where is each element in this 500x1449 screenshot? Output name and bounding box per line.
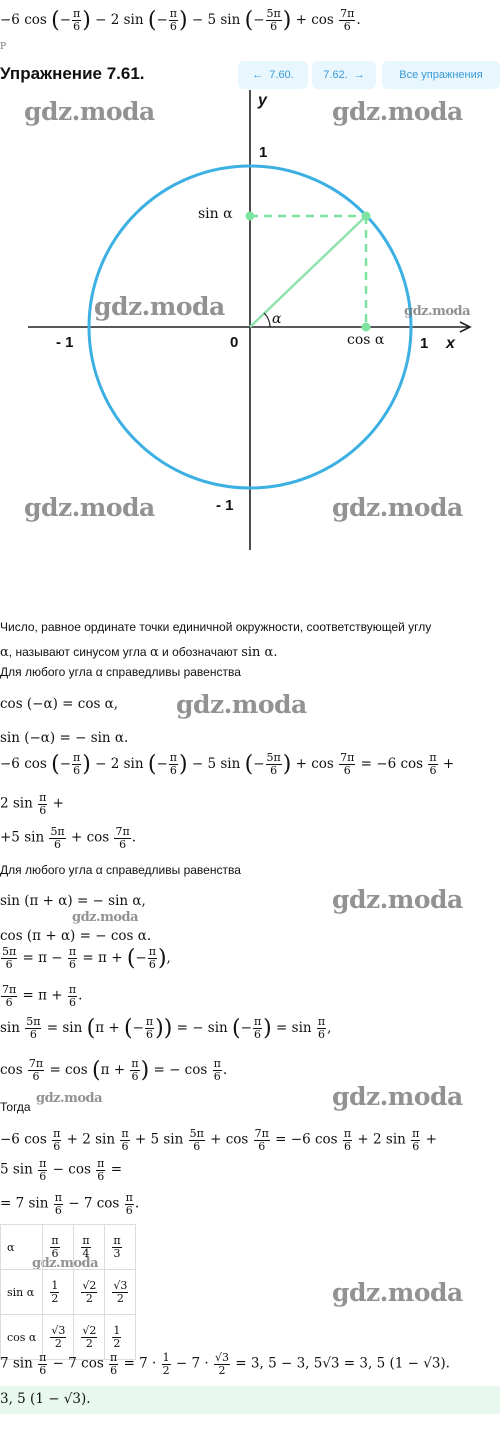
table-cell: $\frac{√3}{2}$ bbox=[43, 1315, 74, 1360]
tick-label-1-right: 1 bbox=[420, 335, 429, 352]
cos-point bbox=[362, 323, 371, 332]
unit-circle-figure bbox=[0, 90, 500, 560]
tick-label-minus-1-left: - 1 bbox=[56, 334, 74, 351]
tick-label-minus-1-bottom: - 1 bbox=[216, 497, 234, 514]
trig-values-table bbox=[0, 1224, 136, 1360]
angle-5pi6: $\frac{5\pi}{6}$ = π − $\frac{\pi}{6}$ = π + (− $\frac{\pi}{6}$ ), bbox=[2, 945, 171, 971]
step-2-line-2: 5 sin $\frac{\pi}{6}$ − cos $\frac{\pi}{6}$ = bbox=[0, 1157, 123, 1183]
table-cell: $\frac{\pi}{3}$ bbox=[105, 1225, 136, 1270]
watermark: gdz.moda bbox=[404, 304, 471, 319]
formula-cos-pi-plus: cos (π + α) = − cos α. bbox=[0, 928, 152, 944]
step-2-line-3: = 7 sin $\frac{\pi}{6}$ − 7 cos $\frac{\pi}{6}$ . bbox=[0, 1191, 140, 1217]
point-on-circle bbox=[362, 212, 371, 221]
watermark: gdz.moda bbox=[24, 493, 155, 522]
step-1-line-2: 2 sin $\frac{\pi}{6}$ + bbox=[0, 791, 64, 817]
watermark: gdz.moda bbox=[332, 493, 463, 522]
watermark: gdz.moda bbox=[32, 1256, 99, 1271]
watermark: gdz.moda bbox=[36, 1091, 103, 1106]
y-axis-label: y bbox=[258, 92, 267, 109]
cos-alpha-label: cos α bbox=[347, 332, 385, 348]
sin-point bbox=[246, 212, 255, 221]
tick-label-1-top: 1 bbox=[259, 144, 268, 161]
watermark: gdz.moda bbox=[332, 1278, 463, 1307]
prev-exercise-button[interactable]: ← 7.60. bbox=[238, 61, 308, 89]
answer-value: 3, 5 (1 − √3). bbox=[0, 1391, 91, 1407]
table-row bbox=[1, 1225, 136, 1270]
table-cell: $\frac{\pi}{4}$ bbox=[74, 1225, 105, 1270]
formula-sin-neg: sin (−α) = − sin α. bbox=[0, 730, 129, 746]
step-1-line-3: +5 sin $\frac{5\pi}{6}$ + cos $\frac{7\pi}{6}$ . bbox=[0, 825, 137, 851]
next-exercise-button[interactable]: 7.62. → bbox=[312, 61, 376, 89]
watermark: gdz.moda bbox=[176, 690, 307, 719]
all-exercises-button[interactable]: Все упражнения bbox=[382, 61, 500, 89]
rule-intro-2: Для любого угла α справедливы равенства bbox=[0, 863, 241, 877]
table-row bbox=[1, 1270, 136, 1315]
formula-cos-neg: cos (−α) = cos α, bbox=[0, 696, 119, 712]
table-cell: sin α bbox=[1, 1270, 43, 1315]
table-cell: $\frac{√2}{2}$ bbox=[74, 1270, 105, 1315]
table-cell: $\frac{√3}{2}$ bbox=[105, 1270, 136, 1315]
table-cell: $\frac{1}{2}$ bbox=[43, 1270, 74, 1315]
watermark: gdz.moda bbox=[94, 292, 225, 321]
origin-label: 0 bbox=[230, 334, 239, 351]
step-1-line-1: −6 cos (− $\frac{\pi}{6}$ ) − 2 sin (− $\frac{\pi}{6}$ ) − 5 sin (− $\frac{5\pi}{6}$ ) + cos $\frac{7\pi}{6}$ = −6 cos $\frac{\pi}{6}$ + bbox=[0, 751, 455, 777]
table-cell: $\frac{\pi}{6}$ bbox=[43, 1225, 74, 1270]
formula-sin-pi-plus: sin (π + α) = − sin α, bbox=[0, 893, 146, 909]
table-cell: $\frac{√2}{2}$ bbox=[74, 1315, 105, 1360]
sin-5pi6-eval: sin $\frac{5\pi}{6}$ = sin (π + (− $\frac{\pi}{6}$ )) = − sin (− $\frac{\pi}{6}$ ) = sin $\frac{\pi}{6}$ , bbox=[0, 1015, 332, 1041]
watermark: gdz.moda bbox=[332, 885, 463, 914]
arrow-left-icon: ← bbox=[252, 69, 264, 81]
watermark: gdz.moda bbox=[24, 97, 155, 126]
watermark: gdz.moda bbox=[72, 910, 139, 925]
final-computation: 7 sin $\frac{\pi}{6}$ − 7 cos $\frac{\pi}{6}$ = 7 · $\frac{1}{2}$ − 7 · $\frac{√3}{2}$ = 3, 5 − 3, 5√3 = 3, 5 (1 − √3). bbox=[0, 1351, 450, 1377]
togda-label: Тогда bbox=[0, 1100, 31, 1114]
watermark: gdz.moda bbox=[332, 97, 463, 126]
rule-intro-1: Для любого угла α справедливы равенства bbox=[0, 665, 241, 679]
table-cell: $\frac{1}{2}$ bbox=[105, 1315, 136, 1360]
definition-line-2: α, называют синусом угла α и обозначают sin α. bbox=[0, 645, 278, 660]
step-2-line-1: −6 cos $\frac{\pi}{6}$ + 2 sin $\frac{\pi}{6}$ + 5 sin $\frac{5\pi}{6}$ + cos $\frac{7\pi}{6}$ = −6 cos $\frac{\pi}{6}$ + 2 sin $\frac{\pi}{6}$ + bbox=[0, 1127, 437, 1153]
x-axis-label: x bbox=[446, 335, 455, 352]
sin-alpha-label: sin α bbox=[198, 206, 233, 222]
table-cell: α bbox=[1, 1225, 43, 1270]
arrow-right-icon: → bbox=[353, 69, 365, 81]
table-cell: cos α bbox=[1, 1315, 43, 1360]
angle-7pi6: $\frac{7\pi}{6}$ = π + $\frac{\pi}{6}$ . bbox=[2, 983, 83, 1009]
definition-line-1: Число, равное ординате точки единичной окружности, соответствующей углу bbox=[0, 620, 432, 634]
angle-arc bbox=[264, 313, 270, 327]
top-expression: −6 cos (− $\frac{\pi}{6}$ ) − 2 sin (− $\frac{\pi}{6}$ ) − 5 sin (− $\frac{5\pi}{6}$ ) + cos $\frac{7\pi}{6}$ . bbox=[0, 7, 361, 33]
cos-7pi6-eval: cos $\frac{7\pi}{6}$ = cos (π + $\frac{\pi}{6}$ ) = − cos $\frac{\pi}{6}$ . bbox=[0, 1057, 228, 1083]
radius-line bbox=[250, 216, 366, 327]
watermark: gdz.moda bbox=[332, 1082, 463, 1111]
alpha-label: α bbox=[272, 311, 282, 327]
page-title: Упражнение 7.61. bbox=[0, 64, 145, 83]
